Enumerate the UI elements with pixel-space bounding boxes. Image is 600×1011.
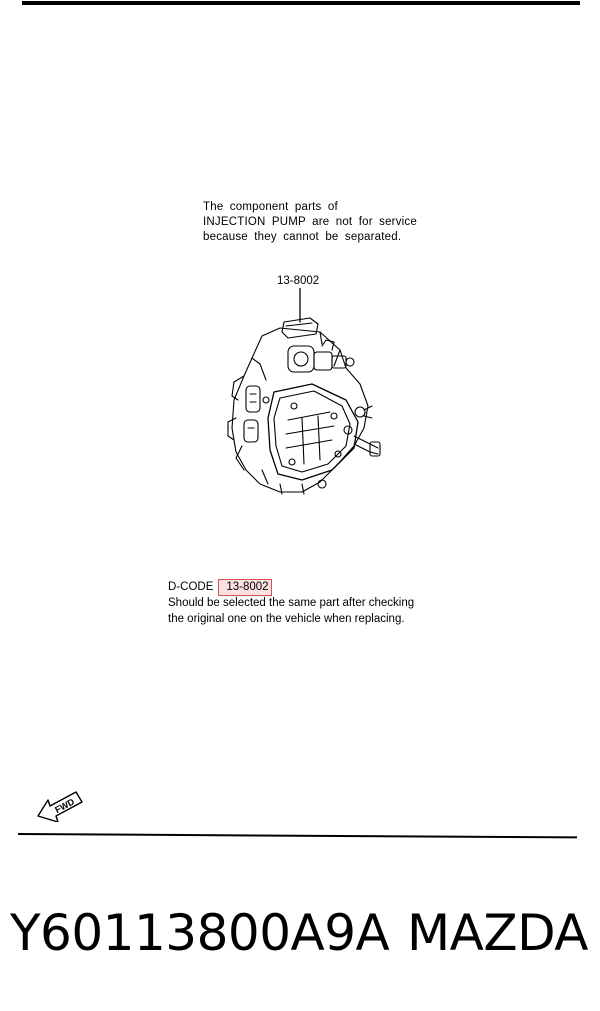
fwd-arrow-icon	[36, 786, 84, 822]
part-callout-label: 13-8002	[277, 275, 320, 287]
dcode-note-line: Should be selected the same part after checking	[168, 597, 415, 609]
service-note-line: because they cannot be separated.	[203, 231, 402, 243]
service-note-line: The component parts of	[203, 201, 338, 213]
service-note-line: INJECTION PUMP are not for service	[203, 216, 417, 228]
bottom-rule	[18, 833, 577, 838]
fwd-label: FWD	[53, 796, 77, 815]
dcode-row	[168, 579, 468, 596]
service-note	[203, 200, 463, 245]
dcode-block	[168, 579, 468, 627]
top-rule	[22, 1, 580, 5]
brand-name: MAZDA	[407, 904, 588, 962]
part-number: Y60113800A9A	[10, 904, 390, 962]
dcode-label: D-CODE	[168, 581, 214, 593]
injection-pump-illustration	[222, 288, 384, 510]
dcode-note-line: the original one on the vehicle when replacing.	[168, 612, 405, 625]
dcode-value[interactable]: 13-8002	[218, 579, 271, 596]
